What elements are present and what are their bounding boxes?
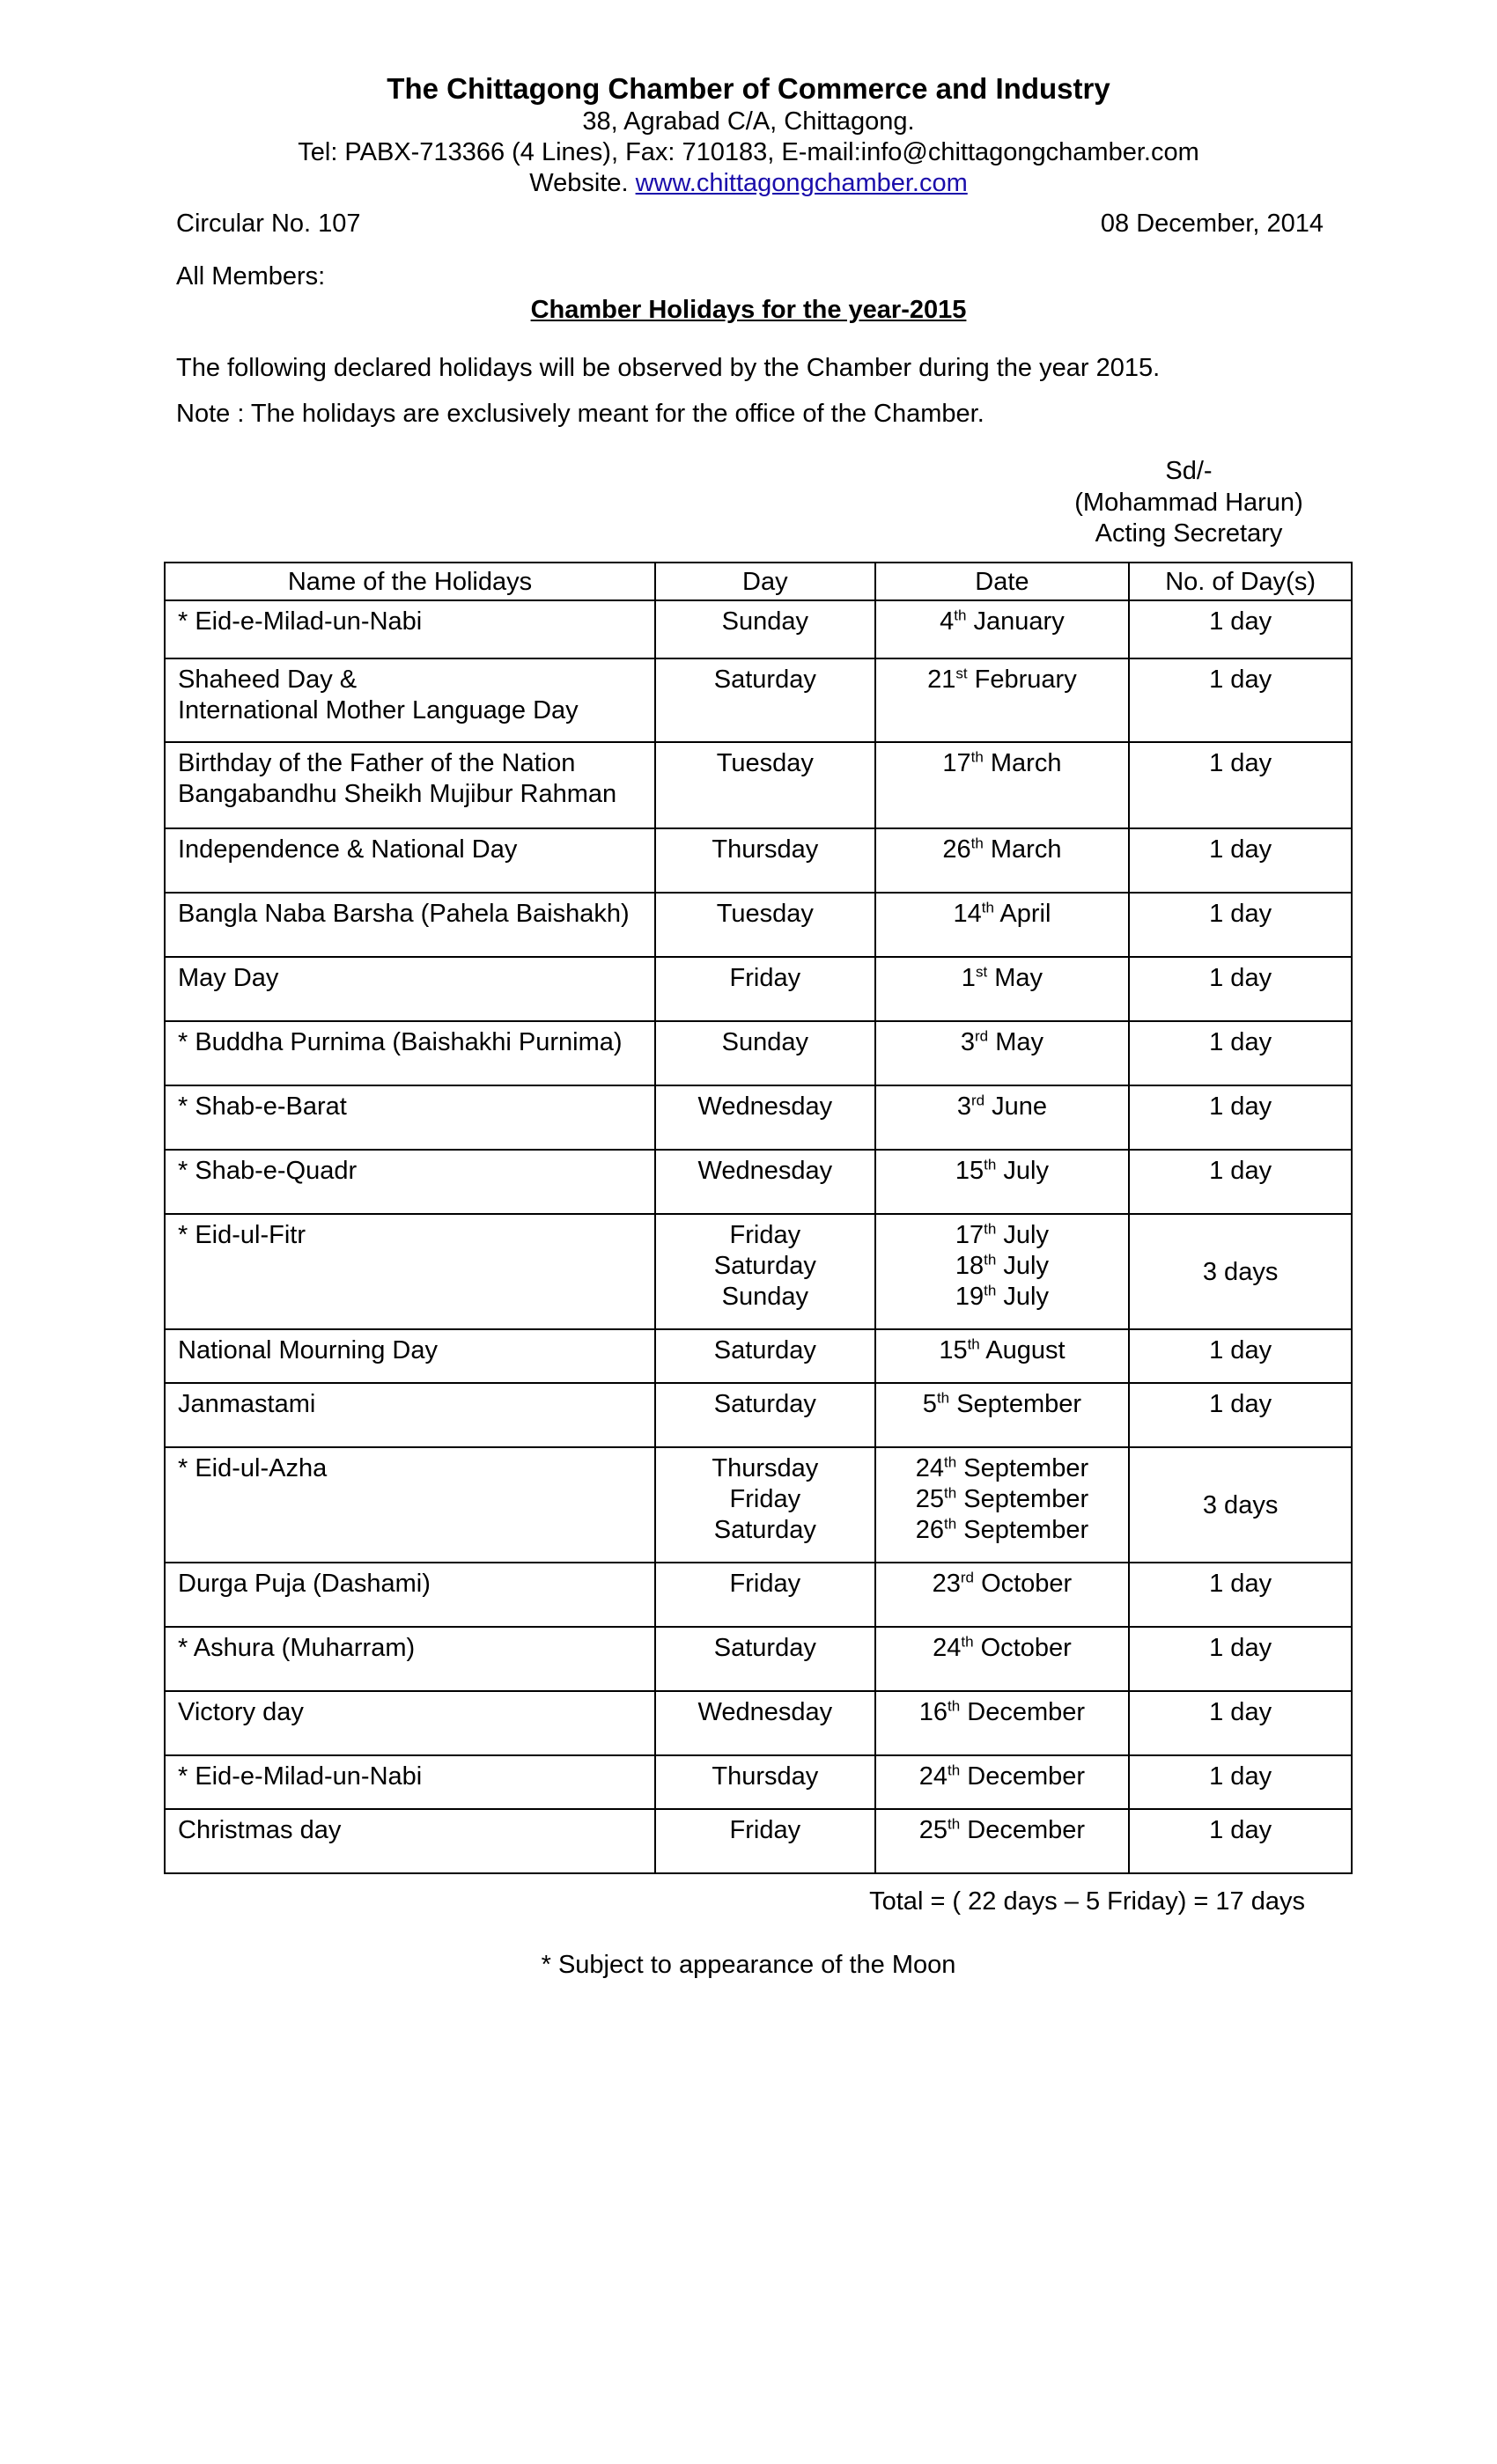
holiday-weekday: Friday [729, 1816, 801, 1844]
table-row [165, 1150, 1352, 1214]
date-month: May [995, 1028, 1043, 1056]
holiday-name: Shaheed Day & [178, 666, 358, 694]
holiday-count-cell: 1 day [1129, 1691, 1352, 1755]
holiday-date-cell [875, 1383, 1130, 1447]
table-row [165, 1214, 1352, 1329]
holiday-date [889, 1453, 1117, 1484]
date-month: September [963, 1454, 1089, 1482]
holiday-weekday: Friday [729, 1485, 801, 1513]
date-ordinal-suffix: th [948, 1762, 961, 1779]
holiday-day-cell [655, 893, 875, 957]
holiday-table [164, 562, 1353, 1874]
date-month: September [963, 1516, 1089, 1544]
date-ordinal-suffix: th [967, 1335, 980, 1353]
holiday-name: Birthday of the Father of the Nation [178, 749, 576, 777]
date-month: October [980, 1634, 1072, 1662]
holiday-date [889, 748, 1117, 779]
salutation: All Members: [176, 262, 326, 291]
holiday-date [889, 1251, 1117, 1282]
date-ordinal-suffix: th [984, 1220, 997, 1238]
holiday-name-cell [165, 893, 655, 957]
holiday-count-cell: 1 day [1129, 828, 1352, 893]
holiday-weekday: Thursday [712, 1454, 819, 1482]
holiday-day-cell [655, 600, 875, 658]
holiday-name-cell [165, 1085, 655, 1150]
holiday-day-cell [655, 1383, 875, 1447]
holiday-date-cell [875, 1755, 1130, 1809]
date-number: 19 [955, 1283, 984, 1311]
date-month: September [963, 1485, 1089, 1513]
holiday-day-cell [655, 658, 875, 742]
date-number: 24 [915, 1454, 944, 1482]
table-row [165, 1809, 1352, 1873]
holiday-date-cell [875, 658, 1130, 742]
date-ordinal-suffix: th [948, 1697, 961, 1715]
holiday-date-cell [875, 1214, 1130, 1329]
holiday-name-cell [165, 1383, 655, 1447]
table-row [165, 957, 1352, 1021]
org-address: 38, Agrabad C/A, Chittagong. [582, 107, 915, 136]
holiday-count-cell: 1 day [1129, 658, 1352, 742]
holiday-name: Durga Puja (Dashami) [178, 1570, 431, 1598]
org-website [0, 167, 1497, 199]
org-name: The Chittagong Chamber of Commerce and Industry [387, 72, 1110, 105]
holiday-name-cell [165, 828, 655, 893]
intro-paragraph: The following declared holidays will be observed by the Chamber during the year 2015. [176, 354, 1161, 382]
holiday-name: Janmastami [178, 1390, 316, 1418]
holiday-date-cell [875, 1447, 1130, 1563]
date-month: February [974, 666, 1077, 694]
holiday-name-cell [165, 1150, 655, 1214]
date-number: 17 [955, 1221, 984, 1249]
holiday-name: Bangabandhu Sheikh Mujibur Rahman [178, 780, 617, 808]
table-row [165, 1691, 1352, 1755]
holiday-day-cell [655, 1214, 875, 1329]
holiday-date [889, 1335, 1117, 1366]
holiday-count-cell: 1 day [1129, 893, 1352, 957]
holiday-name: * Eid-e-Milad-un-Nabi [178, 607, 423, 636]
holiday-name: * Eid-ul-Fitr [178, 1221, 306, 1249]
table-header-row [165, 563, 1352, 600]
holiday-name-cell [165, 1563, 655, 1627]
holiday-date [889, 835, 1117, 865]
header-day-count: No. of Day(s) [1129, 563, 1352, 600]
date-month: July [1003, 1221, 1049, 1249]
holiday-weekday: Saturday [713, 666, 816, 694]
holiday-day-cell [655, 1085, 875, 1150]
holiday-date [889, 1697, 1117, 1728]
date-number: 1 [961, 964, 976, 992]
holiday-name: * Buddha Purnima (Baishakhi Purnima) [178, 1028, 623, 1056]
holiday-day-cell [655, 1329, 875, 1383]
holiday-count-cell: 3 days [1129, 1447, 1352, 1563]
date-number: 16 [918, 1698, 948, 1726]
date-number: 18 [955, 1252, 984, 1280]
signature-mark: Sd/- [1165, 457, 1213, 485]
holiday-date-cell [875, 893, 1130, 957]
table-row [165, 1085, 1352, 1150]
holiday-date-cell [875, 600, 1130, 658]
date-ordinal-suffix: th [984, 1156, 997, 1173]
date-ordinal-suffix: th [954, 607, 967, 624]
holiday-weekday: Wednesday [697, 1157, 833, 1185]
date-number: 25 [918, 1816, 948, 1844]
date-month: January [973, 607, 1065, 636]
signatory-name: (Mohammad Harun) [1074, 488, 1303, 517]
holiday-weekday: Wednesday [697, 1092, 833, 1121]
date-month: June [992, 1092, 1048, 1121]
date-ordinal-suffix: st [955, 665, 968, 682]
holiday-name-cell [165, 742, 655, 828]
holiday-count-cell: 1 day [1129, 1563, 1352, 1627]
date-ordinal-suffix: rd [960, 1569, 974, 1586]
holiday-date [889, 1389, 1117, 1420]
date-ordinal-suffix: th [944, 1484, 957, 1502]
holiday-weekday: Wednesday [697, 1698, 833, 1726]
table-row [165, 828, 1352, 893]
holiday-name: * Eid-e-Milad-un-Nabi [178, 1762, 423, 1791]
holiday-day-cell [655, 1150, 875, 1214]
date-month: August [985, 1336, 1066, 1364]
holiday-date-cell [875, 742, 1130, 828]
holiday-weekday: Sunday [721, 1283, 808, 1311]
holiday-date [889, 1092, 1117, 1122]
date-ordinal-suffix: th [944, 1453, 957, 1471]
date-number: 26 [942, 835, 971, 864]
table-row [165, 893, 1352, 957]
date-month: December [967, 1698, 1086, 1726]
date-number: 24 [933, 1634, 962, 1662]
website-label: Website. [529, 169, 636, 197]
date-number: 15 [955, 1157, 984, 1185]
holiday-name-cell [165, 1329, 655, 1383]
holiday-count-cell: 1 day [1129, 1627, 1352, 1691]
holiday-weekday: Thursday [712, 1762, 819, 1791]
date-ordinal-suffix: th [981, 899, 994, 916]
holiday-date [889, 963, 1117, 994]
holiday-date [889, 665, 1117, 695]
holiday-date-cell [875, 957, 1130, 1021]
table-row [165, 600, 1352, 658]
date-month: May [994, 964, 1043, 992]
holiday-name-cell [165, 957, 655, 1021]
holiday-date-cell [875, 1150, 1130, 1214]
holiday-date-cell [875, 1627, 1130, 1691]
date-ordinal-suffix: th [984, 1251, 997, 1269]
header-date: Date [875, 563, 1130, 600]
holiday-day-cell [655, 828, 875, 893]
holiday-table-body [165, 600, 1352, 1873]
circular-date: 08 December, 2014 [1100, 210, 1324, 238]
holiday-date-cell [875, 1563, 1130, 1627]
holiday-day-cell [655, 1563, 875, 1627]
holiday-date [889, 1220, 1117, 1251]
holiday-count-cell: 1 day [1129, 1021, 1352, 1085]
holiday-name: Victory day [178, 1698, 304, 1726]
holiday-weekday: Friday [729, 1570, 801, 1598]
holiday-weekday: Saturday [713, 1252, 816, 1280]
holiday-name: Christmas day [178, 1816, 342, 1844]
date-ordinal-suffix: th [948, 1815, 961, 1833]
date-ordinal-suffix: rd [970, 1092, 985, 1109]
total-days: Total = ( 22 days – 5 Friday) = 17 days [869, 1887, 1305, 1916]
holiday-name: National Mourning Day [178, 1336, 438, 1364]
date-month: July [1003, 1252, 1049, 1280]
holiday-weekday: Friday [729, 1221, 801, 1249]
subject-heading: Chamber Holidays for the year-2015 [530, 296, 967, 324]
date-number: 15 [939, 1336, 968, 1364]
circular-number: Circular No. 107 [176, 210, 361, 238]
date-ordinal-suffix: th [984, 1282, 997, 1299]
holiday-date [889, 1484, 1117, 1515]
date-ordinal-suffix: th [970, 835, 984, 852]
holiday-weekday: Thursday [712, 835, 819, 864]
holiday-name: * Ashura (Muharram) [178, 1634, 416, 1662]
holiday-date [889, 1156, 1117, 1187]
holiday-count-cell: 1 day [1129, 600, 1352, 658]
holiday-weekday: Saturday [713, 1634, 816, 1662]
date-ordinal-suffix: th [944, 1515, 957, 1533]
date-number: 14 [953, 900, 982, 928]
table-row [165, 1383, 1352, 1447]
holiday-date [889, 1815, 1117, 1846]
moon-footnote: * Subject to appearance of the Moon [541, 1951, 956, 1979]
table-row [165, 658, 1352, 742]
website-link[interactable]: www.chittagongchamber.com [635, 169, 968, 197]
holiday-name: International Mother Language Day [178, 696, 579, 724]
holiday-name-cell [165, 1021, 655, 1085]
holiday-name: * Shab-e-Quadr [178, 1157, 358, 1185]
holiday-day-cell [655, 1691, 875, 1755]
holiday-weekday: Tuesday [716, 749, 814, 777]
holiday-day-cell [655, 957, 875, 1021]
holiday-date [889, 1633, 1117, 1664]
table-row [165, 1447, 1352, 1563]
date-month: March [990, 749, 1062, 777]
holiday-name-cell [165, 1691, 655, 1755]
holiday-weekday: Friday [729, 964, 801, 992]
date-ordinal-suffix: th [936, 1389, 950, 1407]
holiday-name-cell [165, 1214, 655, 1329]
holiday-name: * Shab-e-Barat [178, 1092, 347, 1121]
date-ordinal-suffix: rd [975, 1027, 989, 1045]
holiday-count-cell: 3 days [1129, 1214, 1352, 1329]
date-month: March [990, 835, 1062, 864]
table-row [165, 1755, 1352, 1809]
date-number: 17 [942, 749, 971, 777]
header-day: Day [655, 563, 875, 600]
holiday-name-cell [165, 600, 655, 658]
holiday-name: Independence & National Day [178, 835, 518, 864]
holiday-date [889, 899, 1117, 930]
table-row [165, 1627, 1352, 1691]
signatory-title: Acting Secretary [1095, 519, 1283, 548]
holiday-day-cell [655, 1755, 875, 1809]
holiday-count-cell: 1 day [1129, 1383, 1352, 1447]
holiday-date [889, 1569, 1117, 1600]
date-month: October [981, 1570, 1073, 1598]
holiday-name-cell [165, 1755, 655, 1809]
holiday-date-cell [875, 1329, 1130, 1383]
holiday-name-cell [165, 1809, 655, 1873]
holiday-weekday: Sunday [721, 1028, 808, 1056]
date-month: December [967, 1762, 1086, 1791]
date-number: 25 [915, 1485, 944, 1513]
holiday-name: May Day [178, 964, 279, 992]
note-paragraph: Note : The holidays are exclusively meant for the office of the Chamber. [176, 400, 984, 428]
holiday-date-cell [875, 1691, 1130, 1755]
holiday-date-cell [875, 828, 1130, 893]
holiday-day-cell [655, 1021, 875, 1085]
org-contact: Tel: PABX-713366 (4 Lines), Fax: 710183, E-mail:info@chittagongchamber.com [298, 138, 1199, 166]
holiday-date [889, 1515, 1117, 1546]
holiday-weekday: Sunday [721, 607, 808, 636]
date-number: 4 [940, 607, 955, 636]
date-number: 24 [918, 1762, 948, 1791]
holiday-name-cell [165, 1627, 655, 1691]
holiday-count-cell: 1 day [1129, 1809, 1352, 1873]
table-row [165, 1329, 1352, 1383]
holiday-count-cell: 1 day [1129, 1755, 1352, 1809]
holiday-count-cell: 1 day [1129, 957, 1352, 1021]
holiday-count-cell: 1 day [1129, 1150, 1352, 1214]
holiday-date-cell [875, 1809, 1130, 1873]
date-number: 23 [932, 1570, 961, 1598]
holiday-date-cell [875, 1085, 1130, 1150]
holiday-count-cell: 1 day [1129, 1329, 1352, 1383]
holiday-date [889, 1027, 1117, 1058]
holiday-name-cell [165, 658, 655, 742]
holiday-count-cell: 1 day [1129, 1085, 1352, 1150]
holiday-date [889, 1282, 1117, 1313]
holiday-name: Bangla Naba Barsha (Pahela Baishakh) [178, 900, 630, 928]
table-row [165, 742, 1352, 828]
holiday-weekday: Tuesday [716, 900, 814, 928]
holiday-weekday: Saturday [713, 1390, 816, 1418]
date-month: July [1003, 1157, 1049, 1185]
date-number: 26 [915, 1516, 944, 1544]
holiday-day-cell [655, 742, 875, 828]
date-ordinal-suffix: th [970, 748, 984, 766]
holiday-date [889, 607, 1117, 637]
date-number: 5 [922, 1390, 937, 1418]
holiday-count-cell: 1 day [1129, 742, 1352, 828]
date-number: 3 [956, 1092, 971, 1121]
holiday-day-cell [655, 1447, 875, 1563]
holiday-name: * Eid-ul-Azha [178, 1454, 328, 1482]
table-row [165, 1563, 1352, 1627]
date-month: December [967, 1816, 1086, 1844]
date-month: July [1003, 1283, 1049, 1311]
header-holiday-name: Name of the Holidays [165, 563, 655, 600]
date-ordinal-suffix: th [961, 1633, 974, 1651]
signature-block [1048, 456, 1330, 550]
table-row [165, 1021, 1352, 1085]
date-month: September [956, 1390, 1082, 1418]
holiday-day-cell [655, 1809, 875, 1873]
date-number: 21 [927, 666, 956, 694]
holiday-weekday: Saturday [713, 1336, 816, 1364]
holiday-weekday: Saturday [713, 1516, 816, 1544]
holiday-date [889, 1762, 1117, 1792]
date-month: April [999, 900, 1051, 928]
holiday-name-cell [165, 1447, 655, 1563]
holiday-date-cell [875, 1021, 1130, 1085]
date-ordinal-suffix: st [975, 963, 988, 981]
holiday-day-cell [655, 1627, 875, 1691]
date-number: 3 [960, 1028, 975, 1056]
